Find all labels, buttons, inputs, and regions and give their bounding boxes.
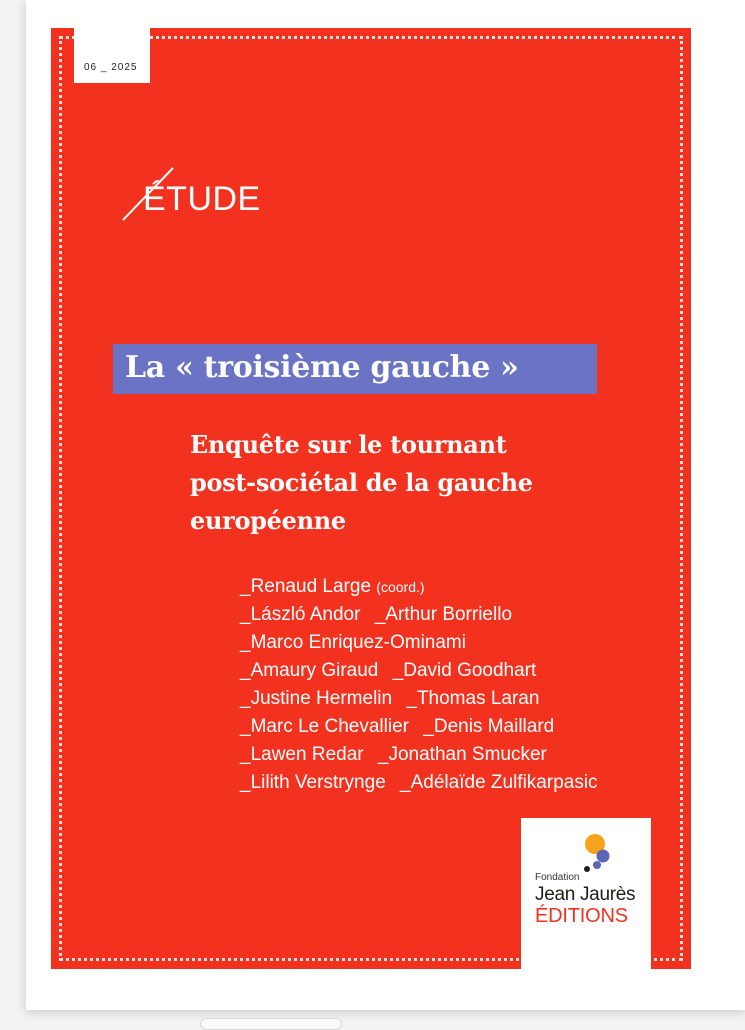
coordinator-note: (coord.)	[376, 579, 425, 595]
subtitle-line: post-sociétal de la gauche	[190, 468, 533, 497]
author-line	[240, 601, 680, 629]
author-line	[240, 713, 680, 741]
author-line	[240, 685, 680, 713]
author-line	[240, 741, 680, 769]
document-title: La « troisième gauche »	[125, 350, 519, 385]
author-name: _ Lawen Redar	[240, 744, 364, 765]
author-name: _ Renaud Large (coord.)	[240, 576, 425, 597]
author-name: _ Justine Hermelin	[240, 688, 392, 709]
logo-editions: ÉDITIONS	[535, 905, 628, 927]
title-box	[113, 344, 597, 394]
category-label: ÉTUDE	[143, 180, 261, 218]
logo-fondation: Fondation	[535, 872, 580, 883]
date-tab	[74, 28, 150, 83]
author-line	[240, 657, 680, 685]
author-line	[240, 573, 680, 601]
subtitle-line: européenne	[190, 506, 346, 535]
publication-date: 06 _ 2025	[84, 62, 138, 73]
logo-name: Jean Jaurès	[535, 884, 636, 905]
author-name: _ László Andor	[240, 604, 360, 625]
author-name: _ Amaury Giraud	[240, 660, 378, 681]
author-name: _ Lilith Verstrynge	[240, 772, 386, 793]
cover	[51, 28, 691, 969]
author-name: _ Marco Enriquez-Ominami	[240, 632, 466, 653]
author-name: _ Denis Maillard	[423, 716, 554, 737]
subtitle-line: Enquête sur le tournant	[190, 430, 507, 459]
author-name: _ Arthur Borriello	[375, 604, 512, 625]
document-subtitle	[190, 426, 650, 540]
author-name: _ Jonathan Smucker	[378, 744, 547, 765]
publisher-logo	[521, 818, 651, 969]
author-name: _ Adélaïde Zulfikarpasic	[400, 772, 598, 793]
page-scroll-handle[interactable]	[200, 1018, 342, 1030]
author-name: _ David Goodhart	[393, 660, 537, 681]
author-list	[240, 573, 680, 797]
author-name: _ Thomas Laran	[406, 688, 539, 709]
author-line	[240, 629, 680, 657]
jean-jaures-logo-icon	[581, 832, 621, 874]
author-name: _ Marc Le Chevallier	[240, 716, 409, 737]
author-line	[240, 769, 680, 797]
